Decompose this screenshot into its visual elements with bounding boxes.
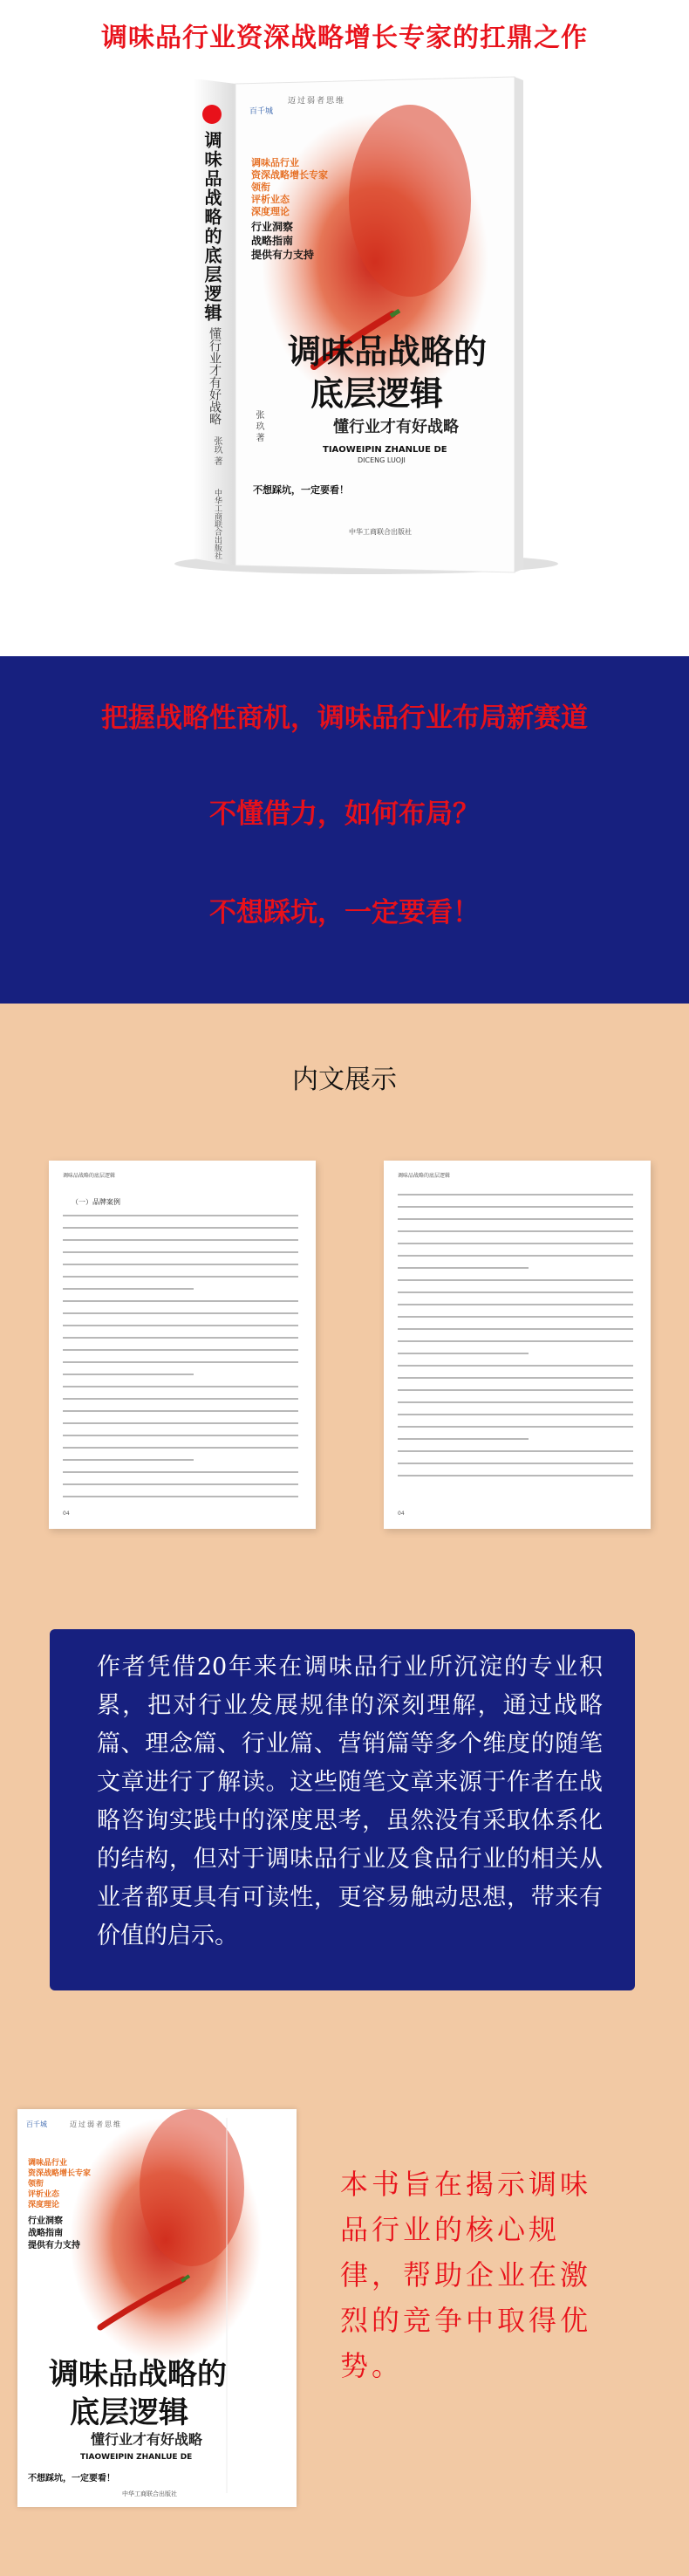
- book-cover-small: [17, 2109, 297, 2507]
- page-text-line: [398, 1426, 633, 1428]
- page-text-line: [63, 1496, 298, 1497]
- inner-section: [0, 1004, 689, 2576]
- page-text-line: [63, 1435, 298, 1436]
- small-cover-series: 迈过弱者思维: [70, 2120, 122, 2128]
- page-text-line: [63, 1276, 298, 1278]
- page-text-line: [398, 1243, 633, 1244]
- page-text-line: [398, 1365, 633, 1367]
- page-text-line: [63, 1251, 298, 1253]
- page-text-line: [398, 1230, 633, 1232]
- page-text-line: [63, 1325, 298, 1326]
- page-text-line: [63, 1239, 298, 1241]
- small-cover-title-1: 调味品战略的: [49, 2357, 227, 2392]
- spine-logo: [202, 105, 222, 124]
- cover-tag-orange: 调味品行业 资深战略增长专家 领衔 评析业态 深度理论: [251, 157, 328, 217]
- page-text-line: [398, 1438, 529, 1440]
- page-text-line: [398, 1267, 529, 1269]
- purpose-text: 本书旨在揭示调味品行业的核心规律，帮助企业在激烈的竞争中取得优势。: [340, 2168, 592, 2382]
- page-text-line: [398, 1475, 633, 1476]
- small-cover-tag-black: 行业洞察 战略指南 提供有力支持: [28, 2216, 80, 2251]
- page-text-line: [63, 1483, 298, 1485]
- page-text-line: [63, 1337, 298, 1339]
- spine-title: 调味品战略的底层逻辑: [201, 131, 222, 323]
- cover-logo: 百千城: [249, 107, 274, 116]
- page-text-line: [398, 1401, 633, 1403]
- cover-pinyin-2: DICENG LUOJI: [358, 456, 406, 464]
- cover-series-label: 迈过弱者思维: [288, 97, 346, 106]
- small-cover-title-2: 底层逻辑: [70, 2395, 188, 2430]
- cover-title-1: 调味品战略的: [288, 332, 488, 371]
- cover-publisher: 中华工商联合出版社: [349, 528, 412, 536]
- page-text-line: [398, 1463, 633, 1464]
- page-text-line: [398, 1255, 633, 1257]
- page-text-line: [63, 1386, 298, 1387]
- inner-page-right: [384, 1161, 651, 1529]
- page-text-line: [63, 1422, 298, 1424]
- page-header: 调味品战略的底层逻辑: [63, 1173, 116, 1179]
- page-text-line: [398, 1304, 633, 1305]
- page-text-line: [398, 1206, 633, 1208]
- description-box: [50, 1629, 635, 1990]
- page-text-line: [398, 1194, 633, 1196]
- cover-title-2: 底层逻辑: [310, 373, 444, 413]
- page-text-line: [398, 1353, 529, 1354]
- small-cover-publisher: 中华工商联合出版社: [122, 2490, 177, 2497]
- small-cover-slogan: 不想踩坑，一定要看！: [28, 2474, 115, 2484]
- page-text-line: [63, 1300, 298, 1302]
- small-cover-logo: 百千城: [26, 2120, 47, 2128]
- spine-publisher: 中华工商联合出版社: [213, 489, 222, 559]
- banner-line-1: 把握战略性商机，调味品行业布局新赛道: [101, 702, 588, 734]
- page-text-line: [398, 1328, 633, 1330]
- small-cover-tag-orange: 调味品行业 资深战略增长专家 领衔 评析业态 深度理论: [28, 2159, 92, 2209]
- banner-section: [0, 656, 689, 1004]
- page-section-heading: （一）品牌案例: [72, 1198, 120, 1206]
- page-text-line: [398, 1414, 633, 1415]
- page-text-line: [398, 1291, 633, 1293]
- page-text-line: [398, 1218, 633, 1220]
- small-cover-pinyin: TIAOWEIPIN ZHANLUE DE: [80, 2453, 193, 2462]
- page-text-line: [398, 1389, 633, 1391]
- page-text-line: [398, 1316, 633, 1318]
- page-number: 04: [398, 1511, 405, 1517]
- page-text-line: [63, 1447, 298, 1449]
- banner-line-2: 不懂借力，如何布局？: [209, 798, 480, 830]
- page-text-line: [63, 1215, 298, 1216]
- page-text-line: [63, 1410, 298, 1412]
- cover-slogan: 不想踩坑，一定要看！: [253, 484, 349, 496]
- description-text: 作者凭借20年来在调味品行业所沉淀的专业积累，把对行业发展规律的深刻理解，通过战略篇、理念篇、行业篇、营销篇等多个维度的随笔文章进行了解读。这些随笔文章来源于作者在战略咨询实践中的深度思考，虽然没有采取体系化的结构，但对于调味品行业及食品行业的相关从业者都更具有可读性，更容易触动思想，带来有价值的启示。: [97, 1654, 603, 1949]
- small-cover-subtitle: 懂行业才有好战略: [91, 2431, 203, 2448]
- headline: 调味品行业资深战略增长专家的扛鼎之作: [101, 23, 588, 53]
- page-text-line: [63, 1471, 298, 1473]
- page-text-line: [63, 1349, 298, 1351]
- page-text-line: [63, 1288, 194, 1290]
- inner-title: 内文展示: [292, 1065, 397, 1095]
- cover-author: 张 玖 著: [254, 410, 263, 442]
- spine-subtitle: 懂行业才有好战略: [208, 327, 222, 425]
- page-text-line: [398, 1377, 633, 1379]
- page-number: 04: [63, 1511, 70, 1517]
- banner-line-3: 不想踩坑，一定要看！: [209, 897, 480, 928]
- spine-author: 张玖 著: [212, 436, 222, 466]
- page-text-line: [63, 1227, 298, 1229]
- page-header: 调味品战略的底层逻辑: [398, 1173, 451, 1179]
- page-text-line: [63, 1459, 194, 1461]
- page-text-line: [63, 1398, 298, 1400]
- page-text-line: [63, 1312, 298, 1314]
- cover-subtitle: 懂行业才有好战略: [333, 418, 459, 436]
- page-text-line: [398, 1340, 633, 1342]
- page-text-line: [63, 1374, 194, 1375]
- page-text-line: [63, 1361, 298, 1363]
- page-text-line: [63, 1264, 298, 1265]
- page-text-line: [398, 1450, 633, 1452]
- cover-tag-black: 行业洞察 战略指南 提供有力支持: [251, 221, 315, 261]
- cover-section: [0, 0, 689, 656]
- page-text-line: [398, 1279, 633, 1281]
- cover-pinyin: TIAOWEIPIN ZHANLUE DE: [323, 445, 447, 455]
- inner-page-left: [49, 1161, 316, 1529]
